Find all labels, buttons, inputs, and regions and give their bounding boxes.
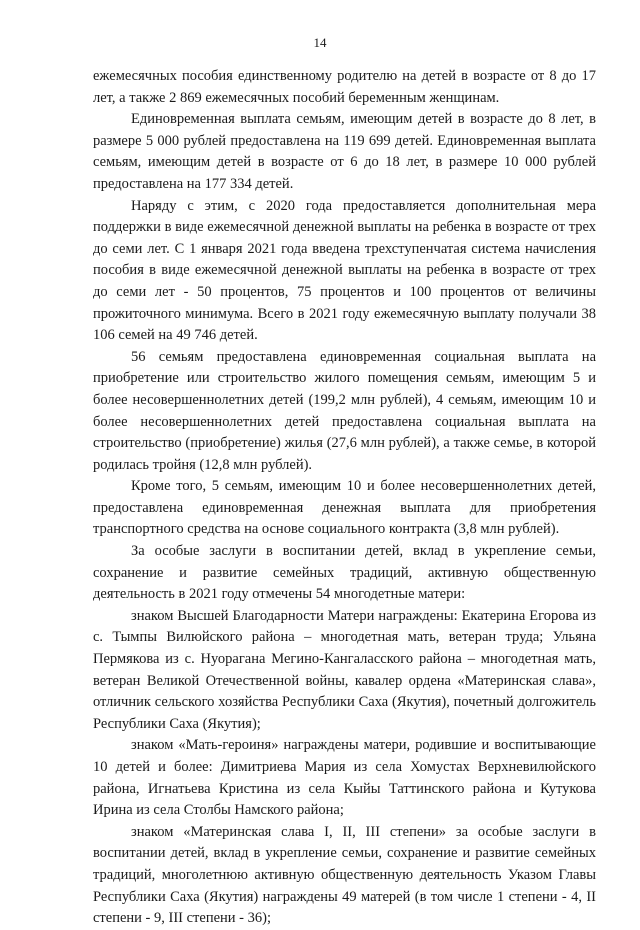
paragraph-housing-payments: 56 семьям предоставлена единовременная социальная выплата на приобретение или строительство жилого помещения семьям, имеющим 5 и более несовершеннолетних детей (199,2 млн рублей), 4 семьям, имеющим 10 и более несовершеннолетних детей предоставлена социальная выплата на строительство (приобретение) жилья (27,6 млн рублей), а также семье, в которой родилась тройня (12,8 млн рублей). — [93, 348, 596, 473]
page-number: 14 — [313, 35, 327, 50]
paragraph-lump-sum-payments: Единовременная выплата семьям, имеющим детей в возрасте до 8 лет, в размере 5 000 рублей предоставлена на 119 699 детей. Единовременная выплата семьям, имеющим детей в возрасте от 6 до 18 лет, в размере 10 000 рублей предоставлена на 177 334 детей. — [93, 111, 596, 192]
document-body — [93, 66, 596, 930]
paragraph-monthly-child-payment: Наряду с этим, с 2020 года предоставляется дополнительная мера поддержки в виде ежемесячной денежной выплаты на ребенка в возрасте от трех до семи лет. С 1 января 2021 года введена трехступенчатая система начисления пособия в виде ежемесячной денежной выплаты на ребенка в возрасте от трех до семи лет - 50 процентов, 75 процентов и 100 процентов от величины прожиточного минимума. Всего в 2021 году ежемесячную выплату получали 38 106 семей на 49 746 детей. — [93, 197, 596, 344]
paragraph-awarded-mothers: За особые заслуги в воспитании детей, вклад в укрепление семьи, сохранение и развитие семейных традиций, активную общественную деятельность в 2021 году отмечены 54 многодетные матери: — [93, 543, 596, 603]
paragraph-highest-gratitude-award: знаком Высшей Благодарности Матери награждены: Екатерина Егорова из с. Тымпы Вилюйского района – многодетная мать, ветеран труда; Ульяна Пермякова из с. Нуорагана Мегино-Кангаласского района – многодетная мать, ветеран Великой Отечественной войны, кавалер ордена «Материнская слава», отличник сельского хозяйства Республики Саха (Якутия), почетный долгожитель Республики Саха (Якутия); — [93, 607, 596, 732]
paragraph-vehicle-payment: Кроме того, 5 семьям, имеющим 10 и более несовершеннолетних детей, предоставлена единовременная денежная выплата для приобретения транспортного средства на основе социального контракта (3,8 млн рублей). — [93, 478, 596, 538]
paragraph-pension-continuation: ежемесячных пособия единственному родителю на детей в возрасте от 8 до 17 лет, а также 2 869 ежемесячных пособий беременным женщинам. — [93, 68, 596, 106]
paragraph-mother-heroine-award: знаком «Мать-героиня» награждены матери, родившие и воспитывающие 10 детей и более: Димитриева Мария из села Хомустах Верхневилюйского района, Игнатьева Кристина из села Кыйы Таттинского района и Кутукова Ирина из села Столбы Намского района; — [93, 737, 596, 819]
paragraph-maternal-glory-award: знаком «Материнская слава I, II, III степени» за особые заслуги в воспитании детей, вклад в укрепление семьи, сохранение и развитие семейных традиций, многолетнюю активную общественную деятельность Указом Главы Республики Саха (Якутия) награждены 49 матерей (в том числе 1 степени - 4, II степени - 9, III степени - 36); — [93, 823, 596, 927]
